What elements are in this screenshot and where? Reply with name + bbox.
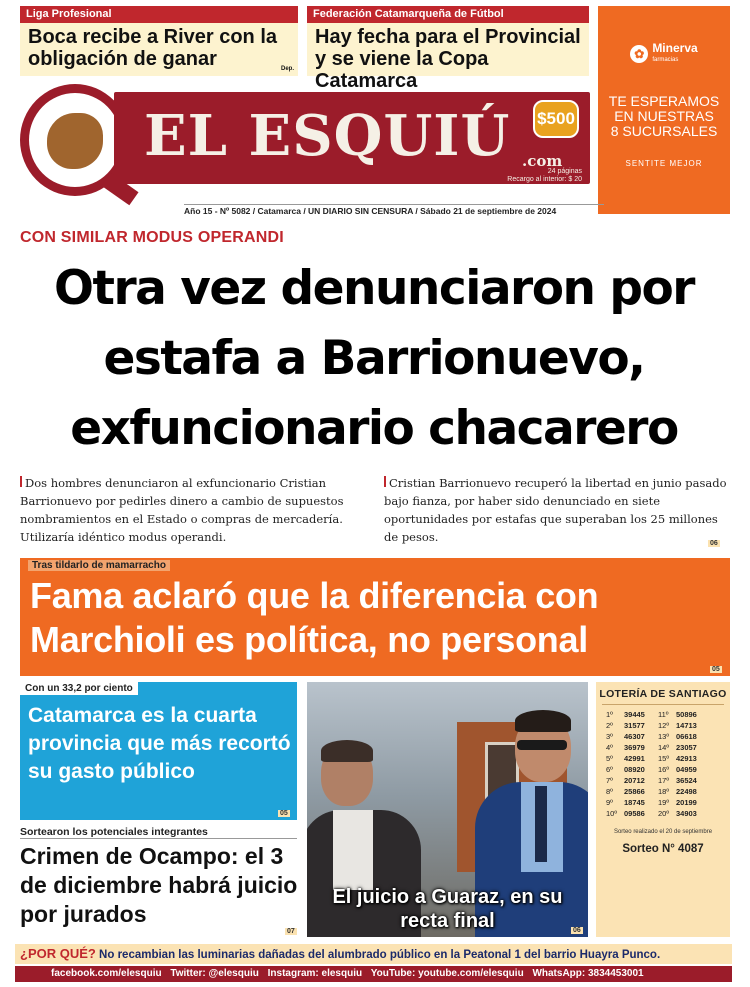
lottery-number: 18745 [624, 798, 645, 807]
lottery-row [604, 720, 708, 731]
lottery-position: 5º [606, 754, 613, 763]
page-count: 24 páginas [547, 168, 582, 175]
lottery-position: 2º [606, 721, 613, 730]
blue-kicker: Con un 33,2 por ciento [20, 682, 138, 695]
crime-kicker: Sortearon los potenciales integrantes [20, 826, 208, 838]
newspaper-title[interactable]: EL ESQUIÚ [144, 103, 511, 169]
lottery-number: 20712 [624, 776, 645, 785]
blue-story[interactable] [20, 682, 297, 820]
lottery-number: 23057 [676, 743, 697, 752]
issue-line: Año 15 - Nº 5082 / Catamarca / UN DIARIO SIN CENSURA / Sábado 21 de septiembre de 2024 [184, 204, 604, 216]
lottery-number: 04959 [676, 765, 697, 774]
lottery-row [604, 709, 708, 720]
ad-line-3: 8 SUCURSALES [610, 123, 718, 139]
lottery-box [596, 682, 730, 937]
lottery-note: Sorteo realizado el 20 de septiembre [613, 829, 713, 835]
page-ref: 06 [573, 927, 581, 934]
main-summary-left [20, 474, 372, 546]
lottery-position: 14º [658, 743, 670, 752]
lottery-number: 09586 [624, 809, 645, 818]
por-que-bar[interactable] [15, 944, 732, 964]
lottery-number: 42991 [624, 754, 645, 763]
guaraz-trial-photo[interactable] [307, 682, 588, 937]
teaser-river-boca[interactable] [20, 6, 298, 76]
lottery-number: 08920 [624, 765, 645, 774]
catamarca-map-icon [47, 113, 103, 169]
teaser-provincial[interactable] [307, 6, 589, 92]
lottery-number: 36524 [676, 776, 697, 785]
photo-caption[interactable]: El juicio a Guaraz, en su recta final [332, 886, 563, 932]
minerva-ad[interactable] [598, 6, 730, 214]
lottery-row [604, 808, 708, 819]
minerva-logo-icon: ✿ [630, 45, 648, 63]
lottery-number: 31577 [624, 721, 645, 730]
lottery-position: 11º [658, 710, 669, 719]
lottery-position: 7º [606, 776, 613, 785]
lottery-position: 10º [606, 809, 618, 818]
lottery-number: 46307 [624, 732, 645, 741]
por-que-text: No recambian las luminarias dañadas del alumbrado público en la Peatonal 1 del barrio Huayra Punco. [99, 949, 661, 961]
main-kicker: CON SIMILAR MODUS OPERANDI [20, 229, 284, 246]
lottery-number: 22498 [676, 787, 697, 796]
lottery-position: 4º [606, 743, 613, 752]
lottery-position: 8º [606, 787, 613, 796]
lottery-row [604, 742, 708, 753]
lottery-row [604, 797, 708, 808]
lottery-position: 3º [606, 732, 613, 741]
lottery-title: LOTERÍA DE SANTIAGO [599, 688, 727, 700]
ad-slogan: SENTITE MEJOR [625, 159, 703, 168]
social-twitter[interactable]: Twitter: @elesquiu [170, 968, 259, 979]
lottery-number: 20199 [676, 798, 697, 807]
lottery-number: 36979 [624, 743, 645, 752]
section-tag: Dep. [280, 66, 294, 72]
social-whatsapp[interactable]: WhatsApp: 3834453001 [532, 968, 644, 979]
lottery-number: 39445 [624, 710, 645, 719]
lottery-position: 6º [606, 765, 613, 774]
red-bar [20, 476, 22, 487]
teaser-kicker: Liga Profesional [20, 6, 298, 23]
red-bar [384, 476, 386, 487]
lottery-position: 17º [658, 776, 670, 785]
lottery-row [604, 731, 708, 742]
social-youtube[interactable]: YouTube: youtube.com/elesquiu [370, 968, 524, 979]
ad-brand: Minerva [652, 41, 698, 55]
lottery-position: 9º [606, 798, 613, 807]
lottery-table [604, 709, 708, 819]
lottery-position: 20º [658, 809, 670, 818]
lottery-number: 25866 [624, 787, 645, 796]
main-summary-right [384, 474, 732, 546]
ad-logo [598, 42, 730, 66]
page-ref: 05 [712, 666, 720, 673]
por-que-label: ¿POR QUÉ? [20, 946, 96, 961]
ad-line-2: EN NUESTRAS [614, 108, 714, 124]
social-instagram[interactable]: Instagram: elesquiu [267, 968, 363, 979]
lottery-number: 14713 [676, 721, 697, 730]
divider [20, 838, 297, 839]
lottery-position: 1º [606, 710, 613, 719]
lottery-position: 16º [658, 765, 670, 774]
summary-text: Dos hombres denunciaron al exfuncionario Cristian Barrionuevo por pedirles dinero a cambio de supuestos nombramientos en el Estado o compras de mercadería. Utilizaría idéntico modus operandi. [20, 476, 344, 544]
surcharge: Recargo al interior: $ 20 [507, 176, 582, 183]
lottery-number: 50896 [676, 710, 697, 719]
ad-brand-sub: farmacias [652, 57, 679, 63]
newspaper-domain: .com [522, 152, 563, 170]
teaser-headline[interactable]: Hay fecha para el Provincial y se viene la Copa Catamarca [315, 26, 581, 92]
price-badge: $500 [533, 100, 579, 138]
summary-text: Cristian Barrionuevo recuperó la libertad en junio pasado bajo fianza, por haber sido denunciado en siete oportunidades por estafas que superaban los 25 millones de pesos. [384, 476, 727, 544]
lottery-position: 15º [658, 754, 670, 763]
crime-headline[interactable]: Crimen de Ocampo: el 3 de diciembre habrá juicio por jurados [20, 843, 298, 927]
lottery-position: 18º [658, 787, 670, 796]
page-ref: 07 [287, 928, 295, 935]
lottery-number: 34903 [676, 809, 697, 818]
lottery-draw-number: Sorteo N° 4087 [622, 843, 704, 855]
main-headline[interactable]: Otra vez denunciaron por estafa a Barrionuevo, exfuncionario chacarero [54, 261, 694, 456]
teaser-headline[interactable]: Boca recibe a River con la obligación de ganar [28, 26, 278, 70]
social-facebook[interactable]: facebook.com/elesquiu [51, 968, 162, 979]
social-bar [15, 966, 732, 982]
orange-headline[interactable]: Fama aclaró que la diferencia con Marchioli es política, no personal [30, 575, 599, 660]
lottery-position: 19º [658, 798, 670, 807]
blue-headline[interactable]: Catamarca es la cuarta provincia que más recortó su gasto público [28, 704, 291, 783]
lottery-row [604, 775, 708, 786]
masthead-banner[interactable] [114, 92, 590, 184]
lottery-number: 42913 [676, 754, 697, 763]
teaser-kicker: Federación Catamarqueña de Fútbol [307, 6, 589, 23]
masthead [18, 80, 590, 216]
page-ref: 06 [710, 540, 718, 547]
lottery-row [604, 764, 708, 775]
ad-line-1: TE ESPERAMOS [608, 93, 720, 109]
lottery-row [604, 753, 708, 764]
orange-story[interactable] [20, 558, 730, 676]
lottery-number: 06618 [676, 732, 697, 741]
lottery-row [604, 786, 708, 797]
sunglasses-icon [517, 740, 567, 750]
page-ref: 05 [280, 810, 288, 817]
orange-kicker: Tras tildarlo de mamarracho [28, 560, 170, 571]
lottery-position: 12º [658, 721, 670, 730]
lottery-position: 13º [658, 732, 670, 741]
